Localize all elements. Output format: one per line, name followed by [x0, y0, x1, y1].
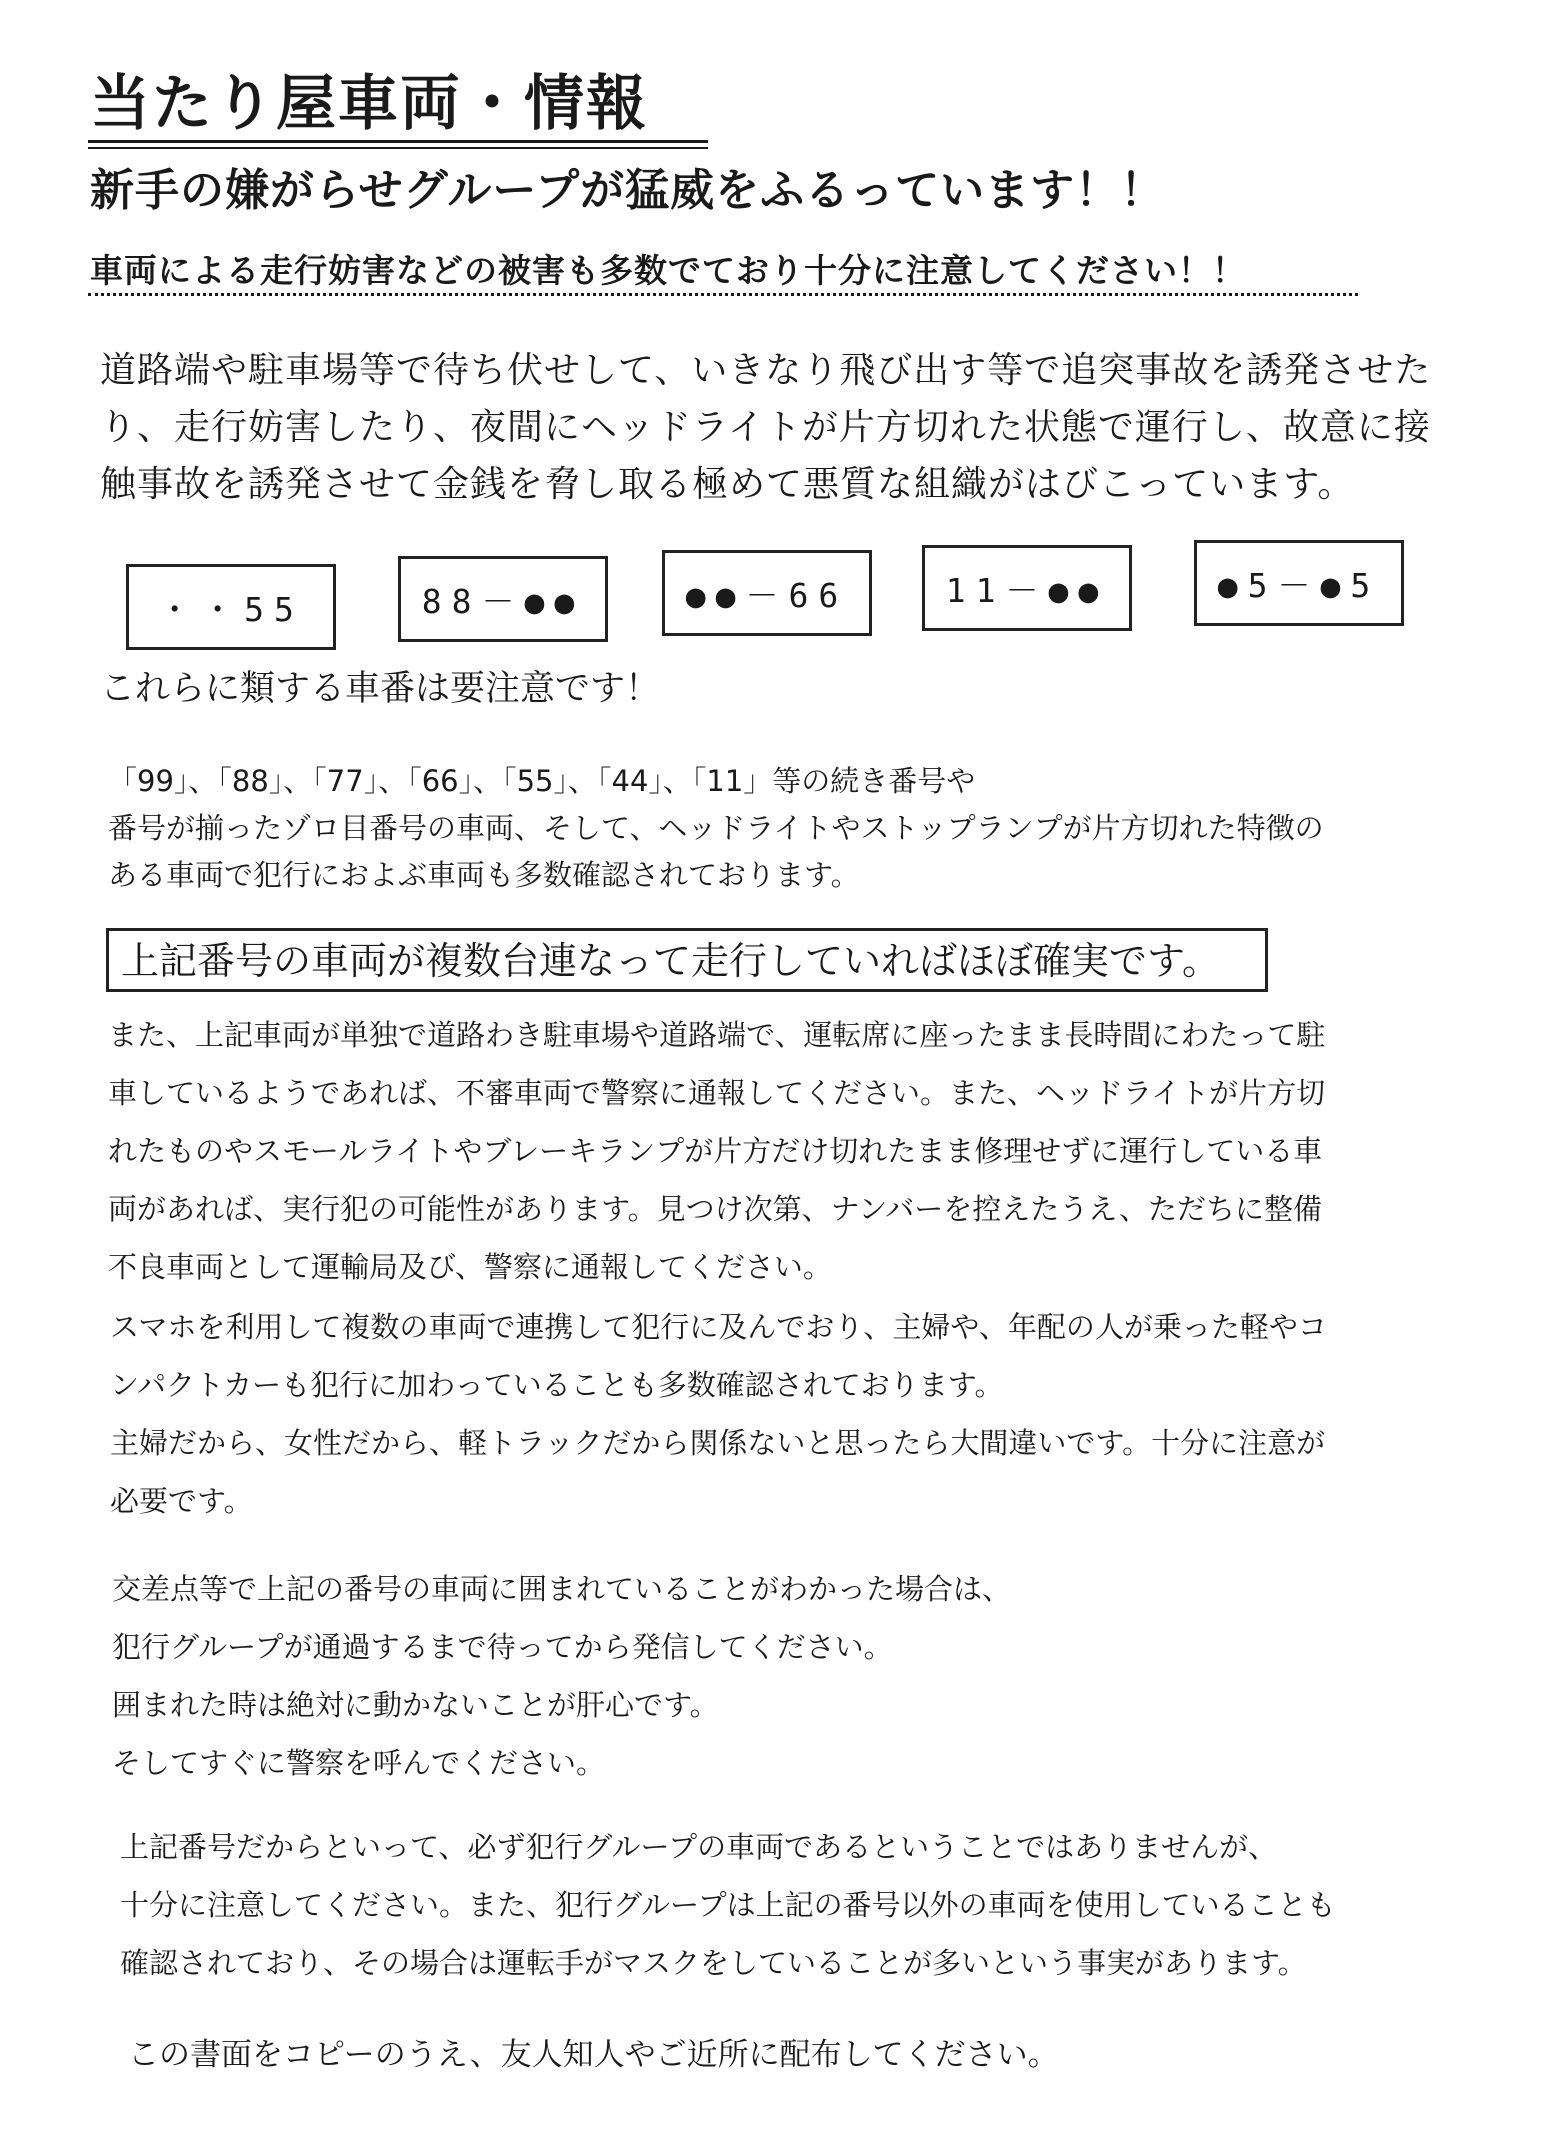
- smartphone-line: ンパクトカーも犯行に加わっていることも多数確認されております。: [110, 1368, 1004, 1402]
- warning-dotted-underline: [88, 293, 1358, 296]
- intro-paragraph: [100, 342, 1431, 513]
- warning-heading: 車両による走行妨害などの被害も多数でており十分に注意してください！！: [90, 251, 1246, 290]
- intro-line: 道路端や駐車場等で待ち伏せして、いきなり飛び出す等で追突事故を誘発させた: [100, 350, 1432, 391]
- title-underline: [88, 140, 708, 143]
- number-patterns-line: 「99」、「88」、「77」、「66」、「55」、「44」、「11」等の続き番号や: [108, 764, 976, 798]
- number-patterns-paragraph: [108, 758, 1324, 899]
- report-line: 両があれば、実行犯の可能性があります。見つけ次第、ナンバーを控えたうえ、ただちに整備: [108, 1192, 1322, 1226]
- license-plate: 11－●●: [922, 545, 1132, 631]
- similar-plates-notice: これらに類する車番は要注意です！: [100, 669, 661, 709]
- license-plate: ●5－●5: [1194, 540, 1404, 626]
- report-line: 車しているようであれば、不審車両で警察に通報してください。また、ヘッドライトが片方切: [108, 1076, 1326, 1110]
- license-plate: ・・55: [126, 564, 336, 650]
- boxed-notice: 上記番号の車両が複数台連なって走行していればほぼ確実です。: [121, 939, 1220, 983]
- caution-line: 確認されており、その場合は運転手がマスクをしていることが多いという事実があります。: [120, 1946, 1307, 1980]
- intersection-line: 交差点等で上記の番号の車両に囲まれていることがわかった場合は、: [112, 1572, 1012, 1606]
- caution-paragraph: [120, 1818, 1336, 1992]
- report-line: また、上記車両が単独で道路わき駐車場や道路端で、運転席に座ったまま長時間にわたって駐: [108, 1018, 1326, 1052]
- report-line: 不良車両として運輸局及び、警察に通報してください。: [108, 1250, 832, 1284]
- caution-line: 十分に注意してください。また、犯行グループは上記の番号以外の車両を使用していることも: [120, 1888, 1336, 1922]
- title-underline-second: [88, 147, 708, 149]
- number-patterns-line: 番号が揃ったゾロ目番号の車両、そして、ヘッドライトやストップランプが片方切れた特徴の: [108, 811, 1324, 845]
- intro-line: 触事故を誘発させて金銭を脅し取る極めて悪質な組織がはびこっています。: [100, 464, 1355, 505]
- intersection-line: そしてすぐに警察を呼んでください。: [112, 1746, 606, 1780]
- caution-line: 上記番号だからといって、必ず犯行グループの車両であるということではありませんが、: [120, 1830, 1278, 1864]
- smartphone-line: 必要です。: [110, 1484, 253, 1518]
- intro-line: り、走行妨害したり、夜間にヘッドライトが片方切れた状態で運行し、故意に接: [100, 407, 1431, 448]
- smartphone-paragraph: [110, 1298, 1327, 1530]
- license-plate: ●●－66: [662, 550, 872, 636]
- footer-note: この書面をコピーのうえ、友人知人やご近所に配布してください。: [128, 2037, 1059, 2073]
- smartphone-line: スマホを利用して複数の車両で連携して犯行に及んでおり、主婦や、年配の人が乗った軽やコ: [110, 1310, 1327, 1344]
- number-patterns-line: ある車両で犯行におよぶ車両も多数確認されております。: [108, 858, 860, 892]
- boxed-notice-frame: [106, 928, 1268, 992]
- page-title: 当たり屋車両・情報: [90, 69, 648, 139]
- report-paragraph: [108, 1006, 1325, 1296]
- intersection-line: 囲まれた時は絶対に動かないことが肝心です。: [112, 1688, 719, 1722]
- report-line: れたものやスモールライトやブレーキランプが片方だけ切れたまま修理せずに運行している車: [108, 1134, 1323, 1168]
- page-subtitle: 新手の嫌がらせグループが猛威をふるっています！！: [90, 165, 1166, 216]
- intersection-line: 犯行グループが通過するまで待ってから発信してください。: [112, 1630, 893, 1664]
- smartphone-line: 主婦だから、女性だから、軽トラックだから関係ないと思ったら大間違いです。十分に注意が: [110, 1426, 1326, 1460]
- license-plate: 88－●●: [398, 556, 608, 642]
- intersection-paragraph: [112, 1560, 1011, 1792]
